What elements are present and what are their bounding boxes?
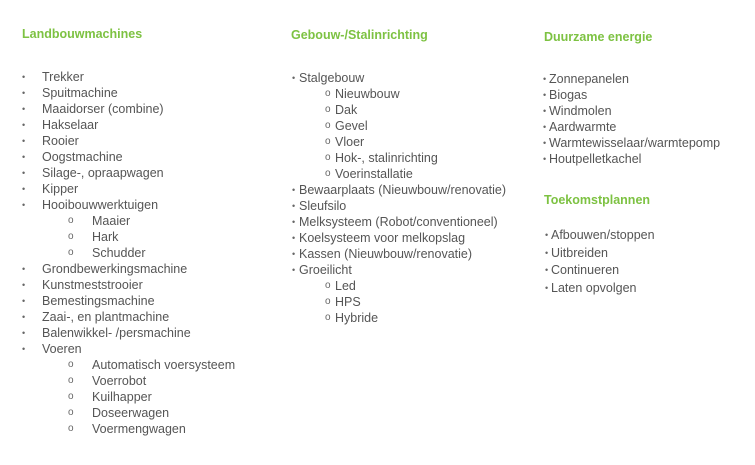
list-item-label: Warmtewisselaar/warmtepomp: [549, 136, 721, 150]
bullet-icon: •: [292, 201, 296, 211]
list-item-label: Kunstmeststrooier: [42, 278, 143, 292]
list-item: [22, 293, 235, 309]
list-gebouw-stalinrichting: [291, 70, 506, 326]
list-item: [22, 197, 235, 213]
bullet-icon: •: [543, 106, 547, 116]
heading-duurzame-energie: Duurzame energie: [544, 30, 653, 44]
list-item-label: Melksysteem (Robot/conventioneel): [299, 215, 498, 229]
circle-bullet-icon: o: [68, 359, 74, 370]
bullet-icon: •: [543, 74, 547, 84]
sub-list-item: [291, 278, 506, 294]
list-item-label: Balenwikkel- /persmachine: [42, 326, 191, 340]
bullet-icon: •: [22, 168, 26, 178]
list-item-label: Maaier: [92, 214, 131, 228]
list-item-label: Stalgebouw: [299, 71, 365, 85]
bullet-icon: •: [292, 249, 296, 259]
list-item: [22, 309, 235, 325]
list-item: [291, 182, 506, 198]
sub-list-item: [22, 405, 235, 421]
list-item: [22, 277, 235, 293]
list-item: [291, 246, 506, 262]
list-item-label: Oogstmachine: [42, 150, 123, 164]
bullet-icon: •: [22, 136, 26, 146]
list-item-label: Maaidorser (combine): [42, 102, 164, 116]
bullet-icon: •: [22, 312, 26, 322]
circle-bullet-icon: o: [68, 407, 74, 418]
bullet-icon: •: [545, 247, 549, 258]
list-landbouwmachines: [22, 69, 235, 437]
list-item-label: Nieuwbouw: [335, 87, 400, 101]
circle-bullet-icon: o: [325, 88, 331, 99]
list-item: [22, 149, 235, 165]
bullet-icon: •: [292, 185, 296, 195]
list-item-label: Zonnepanelen: [549, 72, 629, 86]
list-item-label: Uitbreiden: [551, 245, 608, 260]
sub-list-item: [22, 389, 235, 405]
bullet-icon: •: [22, 152, 26, 162]
list-item: [543, 87, 720, 103]
sub-list-item: [291, 118, 506, 134]
circle-bullet-icon: o: [325, 312, 331, 323]
sub-list-item: [22, 213, 235, 229]
list-item-label: Houtpelletkachel: [549, 152, 642, 166]
list-item-label: Windmolen: [549, 104, 612, 118]
list-item: [543, 103, 720, 119]
list-item: [22, 261, 235, 277]
sub-list-item: [291, 150, 506, 166]
list-item-label: Trekker: [42, 70, 84, 84]
circle-bullet-icon: o: [68, 215, 74, 226]
list-toekomstplannen: [545, 227, 655, 297]
list-item-label: Bemestingsmachine: [42, 294, 155, 308]
list-item-label: Hark: [92, 230, 119, 244]
bullet-icon: •: [545, 265, 549, 275]
list-item-label: Kipper: [42, 182, 79, 196]
list-item-label: Dak: [335, 103, 358, 117]
sub-list-item: [291, 294, 506, 310]
list-item: [543, 135, 720, 151]
list-item-label: Groeilicht: [299, 263, 352, 277]
circle-bullet-icon: o: [325, 136, 331, 147]
list-item: [22, 85, 235, 101]
list-item-label: Koelsysteem voor melkopslag: [299, 231, 466, 245]
list-item: [543, 151, 720, 167]
list-item: [543, 71, 720, 87]
bullet-icon: •: [543, 90, 547, 100]
list-item: [545, 280, 655, 298]
heading-gebouw-stalinrichting: Gebouw-/Stalinrichting: [291, 28, 428, 42]
bullet-icon: •: [292, 265, 296, 275]
list-item: [291, 198, 506, 214]
bullet-icon: •: [292, 73, 296, 83]
list-item-label: Sleufsilo: [299, 199, 347, 213]
circle-bullet-icon: o: [325, 120, 331, 131]
sub-list-item: [22, 373, 235, 389]
list-item: [22, 101, 235, 117]
list-item: [543, 119, 720, 135]
list-item-label: Zaai-, en plantmachine: [42, 310, 170, 324]
bullet-icon: •: [22, 296, 26, 306]
circle-bullet-icon: o: [68, 375, 74, 386]
sub-list-item: [291, 86, 506, 102]
sub-list-item: [22, 357, 235, 373]
list-item: [22, 181, 235, 197]
list-item-label: Doseerwagen: [92, 406, 170, 420]
bullet-icon: •: [22, 200, 26, 210]
circle-bullet-icon: o: [68, 247, 74, 258]
list-item-label: Afbouwen/stoppen: [551, 228, 655, 242]
list-item-label: Hybride: [335, 311, 379, 325]
bullet-icon: •: [22, 120, 26, 130]
bullet-icon: •: [22, 104, 26, 114]
bullet-icon: •: [22, 264, 26, 274]
list-item-label: Voermengwagen: [92, 422, 186, 436]
bullet-icon: •: [543, 154, 547, 164]
circle-bullet-icon: o: [325, 168, 331, 179]
list-item: [22, 325, 235, 341]
bullet-icon: •: [292, 217, 296, 227]
circle-bullet-icon: o: [325, 104, 331, 115]
list-item-label: HPS: [335, 295, 361, 309]
list-item-label: Voeren: [42, 342, 82, 356]
bullet-icon: •: [543, 138, 547, 148]
bullet-icon: •: [543, 122, 547, 132]
list-item-label: Silage-, opraapwagen: [42, 166, 164, 180]
list-item-label: Spuitmachine: [42, 86, 118, 100]
bullet-icon: •: [22, 280, 26, 290]
list-item: [22, 133, 235, 149]
list-item-label: Continueren: [551, 263, 620, 277]
list-item: [22, 117, 235, 133]
circle-bullet-icon: o: [68, 231, 74, 242]
bullet-icon: •: [22, 344, 26, 354]
list-item-label: Hakselaar: [42, 118, 99, 132]
list-item-label: Gevel: [335, 119, 368, 133]
bullet-icon: •: [22, 328, 26, 338]
list-item: [22, 69, 235, 85]
list-item-label: Hok-, stalinrichting: [335, 151, 438, 165]
list-item-label: Bewaarplaats (Nieuwbouw/renovatie): [299, 183, 507, 197]
bullet-icon: •: [292, 233, 296, 243]
list-item-label: Led: [335, 279, 356, 293]
sub-list-item: [291, 134, 506, 150]
list-item: [22, 165, 235, 181]
list-duurzame-energie: [543, 71, 720, 167]
bullet-icon: •: [22, 88, 26, 98]
bullet-icon: •: [22, 72, 26, 82]
circle-bullet-icon: o: [68, 423, 74, 434]
list-item-label: Hooibouwwerktuigen: [42, 198, 159, 212]
sub-list-item: [291, 310, 506, 326]
bullet-icon: •: [545, 282, 549, 293]
sub-list-item: [291, 102, 506, 118]
circle-bullet-icon: o: [325, 280, 331, 291]
list-item-label: Grondbewerkingsmachine: [42, 262, 188, 276]
sub-list-item: [291, 166, 506, 182]
circle-bullet-icon: o: [325, 296, 331, 307]
sub-list-item: [22, 229, 235, 245]
bullet-icon: •: [545, 230, 549, 240]
sub-list-item: [22, 245, 235, 261]
list-item-label: Automatisch voersysteem: [92, 358, 236, 372]
list-item-label: Voerrobot: [92, 374, 147, 388]
list-item-label: Schudder: [92, 246, 146, 260]
list-item-label: Laten opvolgen: [551, 280, 637, 295]
list-item-label: Rooier: [42, 134, 79, 148]
list-item-label: Kuilhapper: [92, 390, 152, 404]
list-item: [545, 245, 655, 263]
list-item: [545, 262, 655, 280]
list-item-label: Kassen (Nieuwbouw/renovatie): [299, 247, 473, 261]
list-item: [291, 70, 506, 86]
list-item-label: Voerinstallatie: [335, 167, 413, 181]
heading-landbouwmachines: Landbouwmachines: [22, 27, 143, 41]
heading-toekomstplannen: Toekomstplannen: [544, 193, 651, 207]
list-item: [291, 214, 506, 230]
list-item-label: Vloer: [335, 135, 365, 149]
list-item: [291, 262, 506, 278]
list-item-label: Biogas: [549, 88, 588, 102]
circle-bullet-icon: o: [68, 391, 74, 402]
list-item: [22, 341, 235, 357]
circle-bullet-icon: o: [325, 152, 331, 163]
bullet-icon: •: [22, 184, 26, 194]
list-item: [291, 230, 506, 246]
list-item: [545, 227, 655, 245]
list-item-label: Aardwarmte: [549, 120, 617, 134]
sub-list-item: [22, 421, 235, 437]
